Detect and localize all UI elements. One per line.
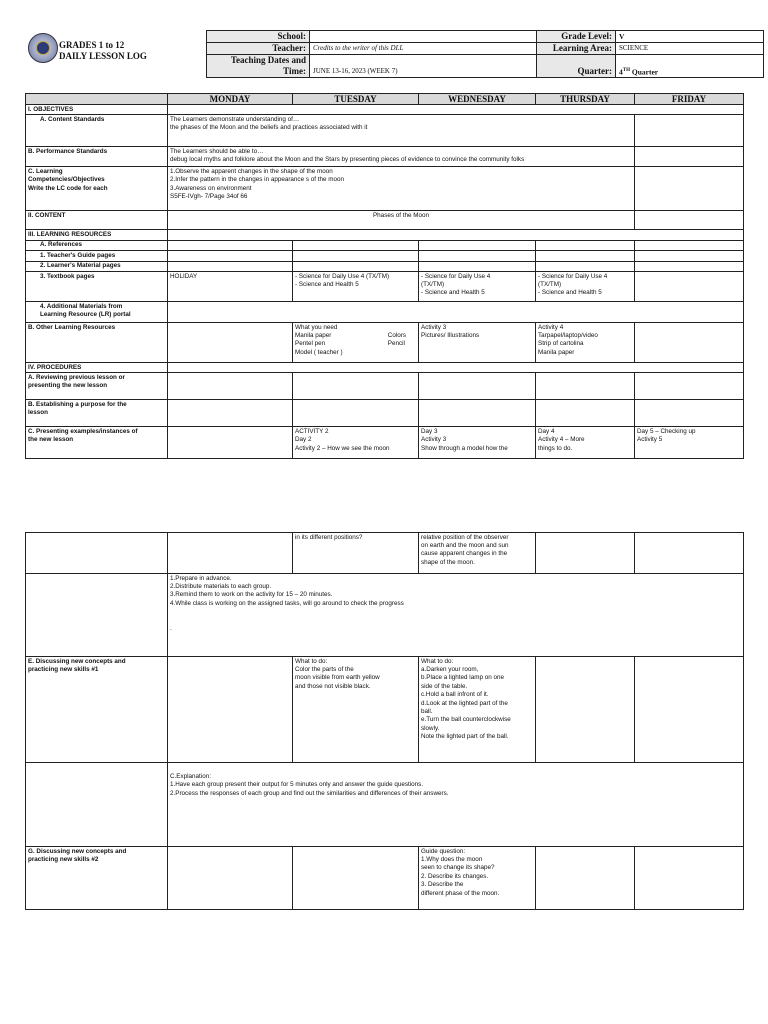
performance-standards-friday xyxy=(635,147,744,167)
other-tue xyxy=(293,323,419,363)
quarter-number: 4 xyxy=(619,67,623,76)
area-label: Learning Area: xyxy=(537,43,616,55)
presenting-thu: Day 4 Activity 4 – More things to do. xyxy=(536,427,635,459)
references-label: A. References xyxy=(26,240,168,250)
tg-tue xyxy=(293,251,419,261)
e-tue: What to do: Color the parts of the moon visible from earth yellow and those not visible black. xyxy=(293,657,419,763)
references-mon xyxy=(168,240,293,250)
additional-materials xyxy=(168,302,744,323)
explanation-label xyxy=(26,763,168,847)
textbook-thu: - Science for Daily Use 4 (TX/TM) - Science and Health 5 xyxy=(536,272,635,302)
lm-thu xyxy=(536,261,635,271)
teacher-label: Teacher: xyxy=(207,43,310,55)
references-thu xyxy=(536,240,635,250)
other-resources-label: B. Other Learning Resources xyxy=(26,323,168,363)
day-header-tuesday: TUESDAY xyxy=(293,94,419,105)
g-wed: Guide question: 1.Why does the moon seen to change its shape? 2. Describe its changes. 3. Describe the different phase of the moon. xyxy=(419,847,536,910)
seal-icon xyxy=(28,33,58,63)
tg-fri xyxy=(635,251,744,261)
learning-resources-label: III. LEARNING RESOURCES xyxy=(26,230,168,240)
content-friday xyxy=(635,211,744,230)
other-fri xyxy=(635,323,744,363)
content-label: II. CONTENT xyxy=(26,211,168,230)
competencies: 1.Observe the apparent changes in the shape of the moon 2.Infer the pattern in the changes in appearance s of the moon 3.Awareness on environment S5FE-IVgh- 7/Page 34of 66 xyxy=(168,167,635,211)
tg-mon xyxy=(168,251,293,261)
area-value: SCIENCE xyxy=(616,43,764,55)
review-mon xyxy=(168,373,293,400)
grade-label: Grade Level: xyxy=(537,31,616,43)
tg-thu xyxy=(536,251,635,261)
day-header-friday: FRIDAY xyxy=(635,94,744,105)
review-fri xyxy=(635,373,744,400)
presenting-wed: Day 3 Activity 3 Show through a model how the xyxy=(419,427,536,459)
learners-material-label: 2. Learner's Material pages xyxy=(26,261,168,271)
continued-label xyxy=(26,533,168,574)
day-header-wednesday: WEDNESDAY xyxy=(419,94,536,105)
reviewing-label: A. Reviewing previous lesson or presenting the new lesson xyxy=(26,373,168,400)
lm-tue xyxy=(293,261,419,271)
day-header-thursday: THURSDAY xyxy=(536,94,635,105)
e-wed: What to do: a.Darken your room, b.Place a lighted lamp on one side of the table. c.Hold a ball infront of it. d.Look at the lighted part of the ball. e.Turn the ball counterclockwise slowly. Note the lighted part of the ball. xyxy=(419,657,536,763)
other-mon xyxy=(168,323,293,363)
g-tue xyxy=(293,847,419,910)
references-fri xyxy=(635,240,744,250)
discussing-1-label: E. Discussing new concepts and practicing new skills #1 xyxy=(26,657,168,763)
content-standards-friday xyxy=(635,115,744,147)
textbook-mon: HOLIDAY xyxy=(168,272,293,302)
cont-wed: relative position of the observer on earth and the moon and sun cause apparent changes in the shape of the moon. xyxy=(419,533,536,574)
presenting-label: C. Presenting examples/instances of the new lesson xyxy=(26,427,168,459)
dates-value: JUNE 13-16, 2023 (WEEK 7) xyxy=(310,55,537,78)
learning-resources-row xyxy=(168,230,744,240)
content-standards: The Learners demonstrate understanding of… the phases of the Moon and the beliefs and practices associated with it xyxy=(168,115,635,147)
procedures-label: IV. PROCEDURES xyxy=(26,363,168,373)
textbook-tue: - Science for Daily Use 4 (TX/TM) - Science and Health 5 xyxy=(293,272,419,302)
lm-fri xyxy=(635,261,744,271)
performance-standards-label: B. Performance Standards xyxy=(26,147,168,167)
additional-materials-label: 4. Additional Materials from Learning Resource (LR) portal xyxy=(26,302,168,323)
competencies-friday xyxy=(635,167,744,211)
presenting-mon xyxy=(168,427,293,459)
steps-label xyxy=(26,574,168,657)
content-standards-label: A. Content Standards xyxy=(26,115,168,147)
purpose-tue xyxy=(293,400,419,427)
dates-label: Teaching Dates and Time: xyxy=(207,55,310,78)
blank-header xyxy=(26,94,168,105)
e-fri xyxy=(635,657,744,763)
discussing-2-label: G. Discussing new concepts and practicing new skills #2 xyxy=(26,847,168,910)
cont-fri xyxy=(635,533,744,574)
lesson-table-page1 xyxy=(25,93,744,459)
teacher-value: Credits to the writer of this DLL xyxy=(310,43,537,55)
purpose-label: B. Establishing a purpose for the lesson xyxy=(26,400,168,427)
day-header-monday: MONDAY xyxy=(168,94,293,105)
tg-wed xyxy=(419,251,536,261)
review-tue xyxy=(293,373,419,400)
other-thu: Activity 4 Tarpapel/laptop/video Strip of cartolina Manila paper xyxy=(536,323,635,363)
other-tue-list: What you need Manila paper Pentel pen Model ( teacher ) xyxy=(295,323,343,356)
references-wed xyxy=(419,240,536,250)
textbook-wed: - Science for Daily Use 4 (TX/TM) - Science and Health 5 xyxy=(419,272,536,302)
purpose-wed xyxy=(419,400,536,427)
g-fri xyxy=(635,847,744,910)
activity-steps: 1.Prepare in advance. 2.Distribute materials to each group. 3.Remind them to work on the activity for 15 – 20 minutes. 4.While class is working on the assigned tasks, will go around to check the progress . xyxy=(168,574,744,657)
explanation: C.Explanation: 1.Have each group present their output for 5 minutes only and answer the guide questions. 2.Process the responses of each group and find out the similarities and differences of their answers. xyxy=(168,763,744,847)
purpose-fri xyxy=(635,400,744,427)
quarter-value xyxy=(616,55,764,78)
textbook-pages-label: 3. Textbook pages xyxy=(26,272,168,302)
e-mon xyxy=(168,657,293,763)
competencies-label: C. Learning Competencies/Objectives Write the LC code for each xyxy=(26,167,168,211)
lm-mon xyxy=(168,261,293,271)
textbook-fri xyxy=(635,272,744,302)
cont-thu xyxy=(536,533,635,574)
form-title-line2: DAILY LESSON LOG xyxy=(59,51,147,61)
quarter-suffix: Quarter xyxy=(629,67,659,76)
objectives-label: I. OBJECTIVES xyxy=(26,105,168,115)
objectives-row xyxy=(168,105,744,115)
review-thu xyxy=(536,373,635,400)
performance-standards: The Learners should be able to… debug local myths and folklore about the Moon and the Stars by presenting pieces of evidence to convince the community folks xyxy=(168,147,635,167)
school-label: School: xyxy=(207,31,310,43)
form-title xyxy=(59,40,147,62)
e-thu xyxy=(536,657,635,763)
form-title-line1: GRADES 1 to 12 xyxy=(59,40,125,50)
g-mon xyxy=(168,847,293,910)
grade-value: V xyxy=(616,31,764,43)
cont-mon xyxy=(168,533,293,574)
deped-logo xyxy=(28,33,58,63)
other-tue-list-2: Colors Pencil xyxy=(387,331,406,348)
content-value: Phases of the Moon xyxy=(168,211,635,230)
purpose-mon xyxy=(168,400,293,427)
g-thu xyxy=(536,847,635,910)
header-table xyxy=(206,30,764,78)
presenting-fri: Day 5 – Checking up Activity 5 xyxy=(635,427,744,459)
lesson-table-page2 xyxy=(25,532,744,910)
references-tue xyxy=(293,240,419,250)
cont-tue: in its different positions? xyxy=(293,533,419,574)
quarter-label: Quarter: xyxy=(537,55,616,78)
purpose-thu xyxy=(536,400,635,427)
other-wed: Activity 3 Pictures/ Illustrations xyxy=(419,323,536,363)
presenting-tue: ACTIVITY 2 Day 2 Activity 2 – How we see the moon xyxy=(293,427,419,459)
quarter-superscript: TH xyxy=(622,67,630,73)
teachers-guide-label: 1. Teacher's Guide pages xyxy=(26,251,168,261)
review-wed xyxy=(419,373,536,400)
school-value xyxy=(310,31,537,43)
procedures-row xyxy=(168,363,744,373)
lm-wed xyxy=(419,261,536,271)
